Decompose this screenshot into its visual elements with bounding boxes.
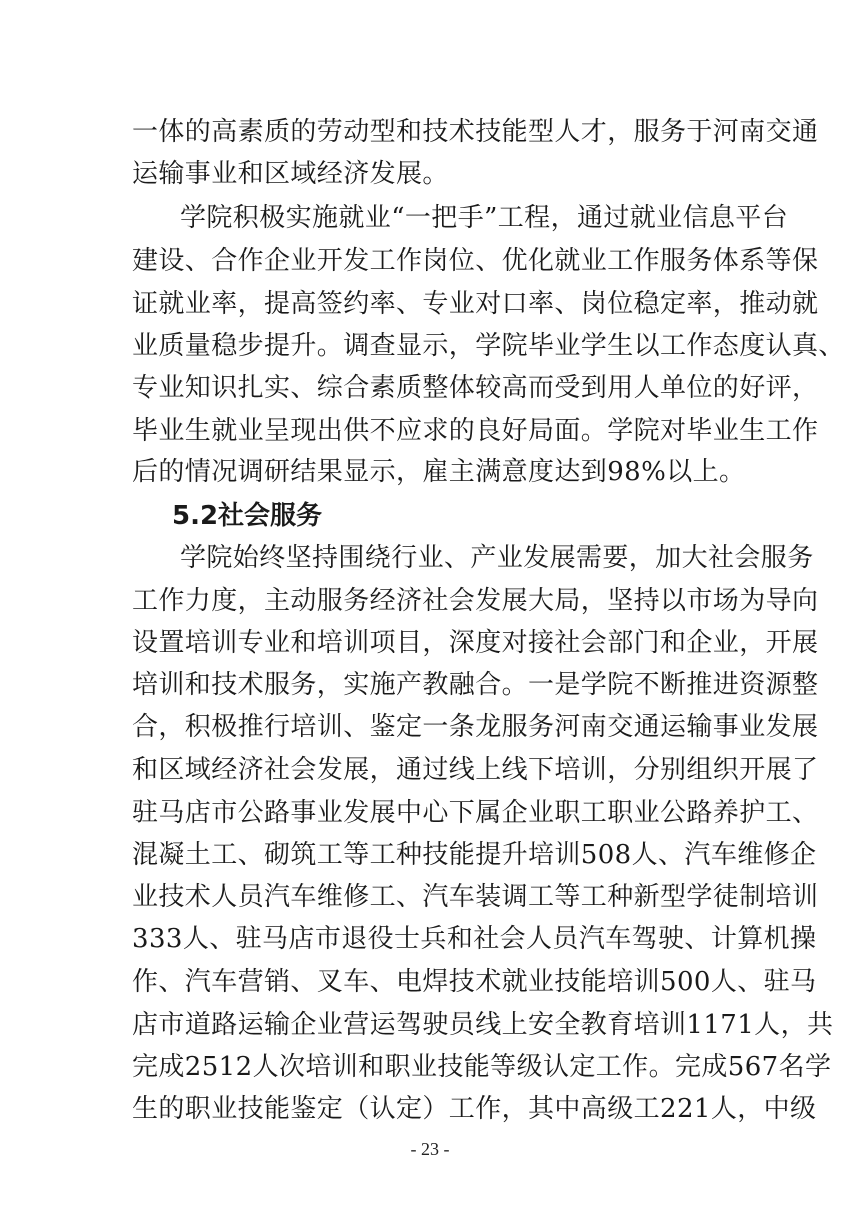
- paragraph-3-line-8: 混凝土工、砌筑工等工种技能提升培训508人、汽车维修企: [132, 840, 817, 870]
- section-heading: 5.2社会服务: [172, 501, 323, 531]
- paragraph-2-line-6: 毕业生就业呈现出供不应求的良好局面。学院对毕业生工作: [132, 416, 819, 446]
- paragraph-3-line-2: 工作力度，主动服务经济社会发展大局，坚持以市场为导向: [132, 586, 819, 616]
- paragraph-3-line-9: 业技术人员汽车维修工、汽车装调工等工种新型学徒制培训: [132, 882, 819, 912]
- paragraph-3-line-1: 学院始终坚持围绕行业、产业发展需要，加大社会服务: [180, 543, 814, 573]
- paragraph-3-line-7: 驻马店市公路事业发展中心下属企业职工职业公路养护工、: [132, 798, 819, 828]
- paragraph-3-line-4: 培训和技术服务，实施产教融合。一是学院不断推进资源整: [132, 670, 819, 700]
- paragraph-2-line-3: 证就业率，提高签约率、专业对口率、岗位稳定率，推动就: [132, 289, 819, 319]
- paragraph-3-line-6: 和区域经济社会发展，通过线上线下培训，分别组织开展了: [132, 755, 819, 785]
- paragraph-2-line-4: 业质量稳步提升。调查显示，学院毕业学生以工作态度认真、: [132, 331, 845, 361]
- paragraph-3-line-14: 生的职业技能鉴定（认定）工作，其中高级工221人，中级: [132, 1094, 817, 1124]
- paragraph-2-line-2: 建设、合作企业开发工作岗位、优化就业工作服务体系等保: [132, 246, 819, 276]
- page-number: - 23 -: [410, 1139, 450, 1159]
- paragraph-3-line-11: 作、汽车营销、叉车、电焊技术就业技能培训500人、驻马: [132, 967, 817, 997]
- paragraph-1-line-1: 一体的高素质的劳动型和技术技能型人才，服务于河南交通: [132, 117, 819, 147]
- paragraph-2-line-5: 专业知识扎实、综合素质整体较高而受到用人单位的好评，: [132, 373, 819, 403]
- paragraph-3-line-10: 333人、驻马店市退役士兵和社会人员汽车驾驶、计算机操: [132, 924, 817, 954]
- paragraph-2-line-7: 后的情况调研结果显示，雇主满意度达到98%以上。: [132, 457, 746, 487]
- paragraph-3-line-12: 店市道路运输企业营运驾驶员线上安全教育培训1171人，共: [132, 1010, 834, 1040]
- paragraph-3-line-3: 设置培训专业和培训项目，深度对接社会部门和企业，开展: [132, 628, 819, 658]
- paragraph-3-line-5: 合，积极推行培训、鉴定一条龙服务河南交通运输事业发展: [132, 712, 819, 742]
- paragraph-3-line-13: 完成2512人次培训和职业技能等级认定工作。完成567名学: [132, 1052, 832, 1082]
- paragraph-1-line-2: 运输事业和区域经济发展。: [132, 159, 449, 189]
- paragraph-2-line-1: 学院积极实施就业“一把手”工程，通过就业信息平台: [180, 203, 789, 233]
